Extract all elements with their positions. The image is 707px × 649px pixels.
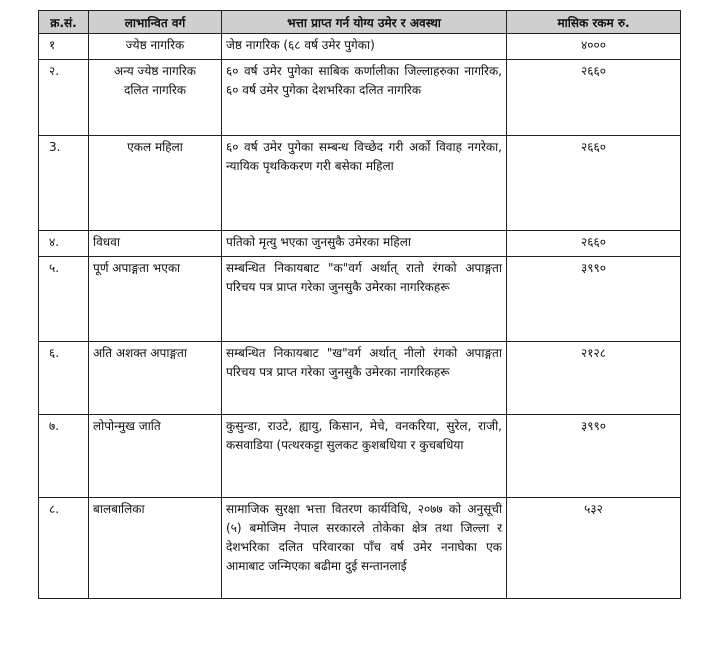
condition-cell: सम्बन्धित निकायबाट "क"वर्ग अर्थात् रातो रंगको अपाङ्गता परिचय पत्र प्राप्त गरेका जुनसुकै उमेरका नागरिकहरू [222,257,507,342]
beneficiary-text: ज्येष्ठ नागरिक [125,38,185,52]
beneficiary-cell [89,498,222,599]
amount-cell: ४००० [507,34,681,60]
serial-cell: १ [39,34,89,60]
condition-cell: पतिको मृत्यु भएका जुनसुकै उमेरका महिला [222,231,507,257]
table-row [39,498,681,599]
header-condition: भत्ता प्राप्त गर्न योग्य उमेर र अवस्था [222,11,507,34]
serial-cell: ४. [39,231,89,257]
amount-cell: २६६० [507,231,681,257]
beneficiary-text: दलित नागरिक [123,83,187,97]
amount-cell: २६६० [507,60,681,136]
table-header-row [39,11,681,34]
header-amount: मासिक रकम रु. [507,11,681,34]
serial-cell: ५. [39,257,89,342]
header-serial: क्र.सं. [39,11,89,34]
amount-cell: २१२८ [507,342,681,415]
condition-cell: सामाजिक सुरक्षा भत्ता वितरण कार्यविधि, २०७७ को अनुसूची (५) बमोजिम नेपाल सरकारले तोकेका क्षेत्र तथा जिल्ला र देशभरिका दलित परिवारका पाँच वर्ष उमेर ननाघेका एक आमाबाट जन्मिएका बढीमा दुई सन्तानलाई [222,498,507,599]
condition-cell: कुसुन्डा, राउटे, ह्यायु, किसान, मेचे, वनकरिया, सुरेल, राजी, कसवाडिया (पत्थरकट्टा सुलकट कुशबधिया र कुचबधिया [222,415,507,498]
beneficiary-cell [89,60,222,136]
condition-cell: जेष्ठ नागरिक (६८ वर्ष उमेर पुगेका) [222,34,507,60]
serial-cell: २. [39,60,89,136]
beneficiary-text: एकल महिला [127,140,183,154]
amount-cell: २६६० [507,136,681,231]
table-row [39,415,681,498]
table-row [39,34,681,60]
condition-cell: ६० वर्ष उमेर पुगेका साबिक कर्णालीका जिल्लाहरुका नागरिक, ६० वर्ष उमेर पुगेका देशभरिका दलित नागरिक [222,60,507,136]
serial-cell: ७. [39,415,89,498]
beneficiary-cell [89,34,222,60]
header-beneficiary: लाभान्वित वर्ग [89,11,222,34]
allowance-table [38,10,681,599]
amount-cell: ३९९० [507,257,681,342]
beneficiary-cell [89,231,222,257]
table-row [39,231,681,257]
beneficiary-cell [89,136,222,231]
table-row [39,342,681,415]
amount-cell: ३९९० [507,415,681,498]
beneficiary-text: लोपोन्मुख जाति [93,419,161,433]
beneficiary-text: विधवा [93,235,120,249]
beneficiary-text: पूर्ण अपाङ्गता भएका [93,261,181,275]
table-row [39,60,681,136]
serial-cell: ८. [39,498,89,599]
amount-cell: ५३२ [507,498,681,599]
serial-cell: ६. [39,342,89,415]
beneficiary-cell [89,257,222,342]
beneficiary-cell [89,342,222,415]
table-row [39,257,681,342]
beneficiary-text: अन्य ज्येष्ठ नागरिक [114,64,196,78]
condition-cell: सम्बन्धित निकायबाट "ख"वर्ग अर्थात् नीलो रंगको अपाङ्गता परिचय पत्र प्राप्त गरेका जुनसुकै उमेरका नागरिकहरू [222,342,507,415]
condition-cell: ६० वर्ष उमेर पुगेका सम्बन्ध विच्छेद गरी अर्को विवाह नगरेका, न्यायिक पृथकिकरण गरी बसेका महिला [222,136,507,231]
beneficiary-text: अति अशक्त अपाङ्गता [93,346,187,360]
beneficiary-text: बालबालिका [93,502,145,516]
serial-cell: 3. [39,136,89,231]
table-row [39,136,681,231]
beneficiary-cell [89,415,222,498]
